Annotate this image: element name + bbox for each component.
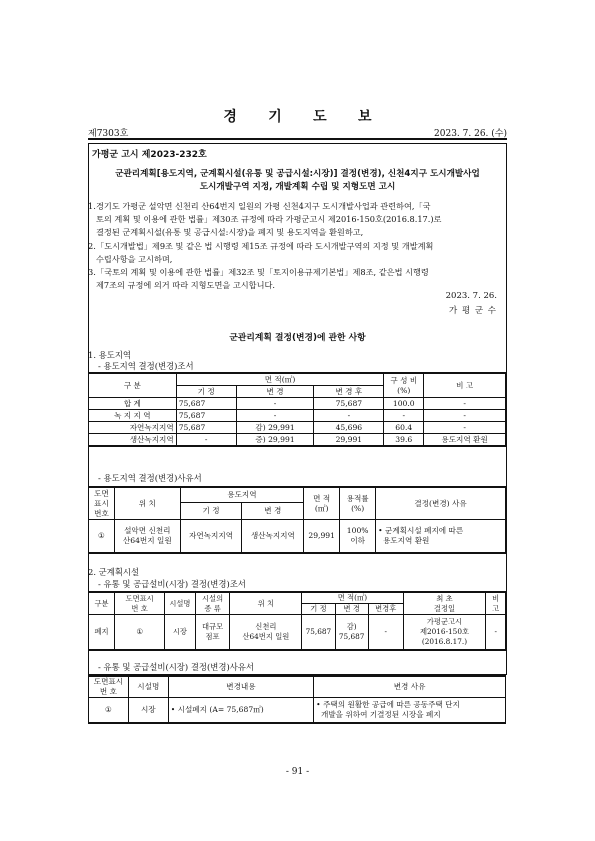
cell: 100% 이하 — [340, 520, 376, 554]
cell: 60.4 — [384, 422, 424, 434]
th-area: 면 적 (㎡) — [304, 487, 340, 520]
s1-title: 1. 용도지역 — [88, 350, 132, 360]
table-row — [89, 698, 506, 724]
cell: ① — [89, 698, 129, 724]
th-type: 시설의 종 류 — [195, 592, 230, 615]
item-line: 수립사항을 고시하며, — [96, 254, 173, 265]
table-row — [89, 434, 506, 447]
signer: 가 평 군 수 — [449, 306, 497, 316]
title-char: 기 — [268, 109, 282, 125]
th-location: 위 치 — [230, 592, 302, 615]
th-after: 변경후 — [368, 604, 403, 615]
item-number: 1. — [88, 201, 96, 211]
th-note: 비 고 — [486, 592, 506, 615]
cell: ① — [89, 520, 115, 554]
th-change: 변 경 — [335, 604, 368, 615]
facility-decision-table — [88, 591, 506, 651]
cell: 자연녹지지역 — [180, 520, 242, 554]
title-char: 경 — [223, 109, 237, 125]
s2-sub2: - 유통 및 공급설비(시장) 결정(변경)사유서 — [98, 662, 254, 672]
cell: 75,687 — [176, 398, 236, 410]
cell: 75,687 — [314, 398, 384, 410]
section-title: 군관리계획 결정(변경)에 관한 사항 — [229, 333, 366, 343]
notice-item-1 — [88, 200, 500, 240]
table-row — [89, 520, 506, 554]
cell: 75,687 — [176, 410, 236, 422]
th-gubun: 구분 — [89, 592, 115, 615]
th-first-date: 최 초 결정일 — [403, 592, 486, 615]
cell: - — [384, 410, 424, 422]
s1-sub2: - 용도지역 결정(변경)사유서 — [98, 473, 202, 483]
cell: 대규모 점포 — [195, 615, 230, 651]
cell: 폐지 — [89, 615, 115, 651]
s1-sub1: - 용도지역 결정(변경)조서 — [98, 361, 194, 371]
cell: 시장 — [128, 698, 168, 724]
item-line: 토의 계획 및 이용에 관한 법률」제30조 규정에 따라 가평군고시 제2016-150호(2016.8.17.)로 — [96, 214, 442, 225]
cell: 시장 — [165, 615, 195, 651]
item-line: 경기도 가평군 설악면 신천리 산64번지 일원의 가평 신천4지구 도시개발사업과 관련하여,「국 — [96, 201, 431, 211]
table-row — [89, 615, 506, 651]
zone-decision-table — [88, 372, 506, 447]
th-map: 도면표시 번 호 — [115, 592, 165, 615]
notice-number: 가평군 고시 제2023-232호 — [92, 150, 207, 160]
cell: - — [368, 615, 403, 651]
th-location: 위 치 — [114, 487, 180, 520]
cell: 합 계 — [89, 398, 177, 410]
item-number: 2. — [88, 241, 96, 251]
item-line: 결정된 군계획시설(유통 및 공급시설:시장)을 폐지 및 용도지역을 환원하고, — [96, 227, 364, 238]
cell: 자연녹지지역 — [89, 422, 177, 434]
cell: - — [424, 410, 506, 422]
cell: 증) 29,991 — [236, 434, 314, 447]
cell: - — [314, 410, 384, 422]
th-change: 변 경 — [236, 386, 314, 398]
th-name: 시설명 — [165, 592, 195, 615]
th-map: 도면표시 번 호 — [89, 676, 129, 698]
cell: 생산녹지지역 — [89, 434, 177, 447]
th-reason: 변경 사유 — [314, 676, 506, 698]
cell: - — [424, 422, 506, 434]
cell: 75,687 — [176, 422, 236, 434]
notice-item-2 — [88, 240, 500, 266]
cell: • 군계획시설 폐지에 따른 용도지역 환원 — [376, 520, 506, 554]
th-zone: 용도지역 — [180, 487, 304, 503]
notice-item-3 — [88, 266, 500, 292]
table-row — [89, 422, 506, 434]
cell: 29,991 — [314, 434, 384, 447]
cell: 29,991 — [304, 520, 340, 554]
notice-heading-line: 군관리계획[용도지역, 군계획시설(유통 및 공급시설:시장)] 결정(변경), 신천4지구 도시개발사업 — [115, 169, 480, 179]
th-gubun: 구 분 — [89, 373, 177, 398]
cell: 생산녹지지역 — [242, 520, 304, 554]
cell: - — [424, 398, 506, 410]
cell: 100.0 — [384, 398, 424, 410]
th-note: 비 고 — [424, 373, 506, 398]
cell: 39.6 — [384, 434, 424, 447]
cell: • 시설폐지 (A= 75,687㎡) — [168, 698, 313, 724]
item-line: 제7조의 규정에 의거 따라 지형도면을 고시합니다. — [96, 280, 276, 291]
gazette-title — [0, 106, 595, 126]
cell: - — [486, 615, 506, 651]
cell: • 주택의 원활한 공급에 따른 공동주택 단지 개발을 위하여 기결정된 시장을 폐지 — [314, 698, 506, 724]
sign-date: 2023. 7. 26. — [445, 291, 497, 301]
th-change: 변 경 — [242, 503, 304, 520]
header-divider — [88, 138, 507, 140]
cell: 75,687 — [302, 615, 335, 651]
facility-reason-table — [88, 675, 506, 724]
s2-sub1: - 유통 및 공급설비(시장) 결정(변경)조서 — [98, 579, 246, 589]
cell: 신천리 산64번지 일원 — [230, 615, 302, 651]
issue-date: 2023. 7. 26. (수) — [434, 129, 507, 139]
th-after: 변 경 후 — [314, 386, 384, 398]
cell: - — [176, 434, 236, 447]
issue-number: 제7303호 — [88, 129, 129, 139]
title-char: 도 — [313, 109, 327, 125]
cell: 감) 29,991 — [236, 422, 314, 434]
cell: 45,696 — [314, 422, 384, 434]
cell: 가평군고시 제2016-150호 (2016.8.17.) — [403, 615, 486, 651]
th-far: 용적률 (%) — [340, 487, 376, 520]
item-line: 「국토의 계획 및 이용에 관한 법률」제32조 및「토지이용규제기본법」제8조, 같은법 시행령 — [96, 267, 429, 277]
th-area: 면 적(㎡) — [302, 592, 403, 604]
cell: 설악면 신천리 산64번지 일원 — [114, 520, 180, 554]
item-line: 「도시개발법」제9조 및 같은 법 시행령 제15조 규정에 따라 도시개발구역의 지정 및 개발계획 — [96, 241, 434, 251]
s2-title: 2. 군계획시설 — [88, 567, 140, 577]
th-area: 면 적(㎡) — [176, 373, 384, 386]
th-content: 변경내용 — [168, 676, 313, 698]
th-existing: 기 정 — [180, 503, 242, 520]
th-existing: 기 정 — [176, 386, 236, 398]
th-existing: 기 정 — [302, 604, 335, 615]
notice-heading-line: 도시개발구역 지정, 개발계획 수립 및 지형도면 고시 — [199, 182, 396, 192]
notice-heading — [88, 168, 507, 194]
cell: ① — [115, 615, 165, 651]
th-ratio: 구 성 비 (%) — [384, 373, 424, 398]
cell: 녹 지 지 역 — [89, 410, 177, 422]
item-number: 3. — [88, 267, 96, 277]
cell: - — [236, 398, 314, 410]
cell: 감) 75,687 — [335, 615, 368, 651]
cell: 용도지역 환원 — [424, 434, 506, 447]
table-row — [89, 398, 506, 410]
th-name: 시설명 — [128, 676, 168, 698]
th-reason: 결정(변경) 사유 — [376, 487, 506, 520]
cell: - — [236, 410, 314, 422]
table-row — [89, 410, 506, 422]
zone-reason-table — [88, 486, 506, 554]
th-map: 도면 표시 번호 — [89, 487, 115, 520]
title-char: 보 — [358, 109, 372, 125]
page-number: - 91 - — [285, 767, 310, 777]
